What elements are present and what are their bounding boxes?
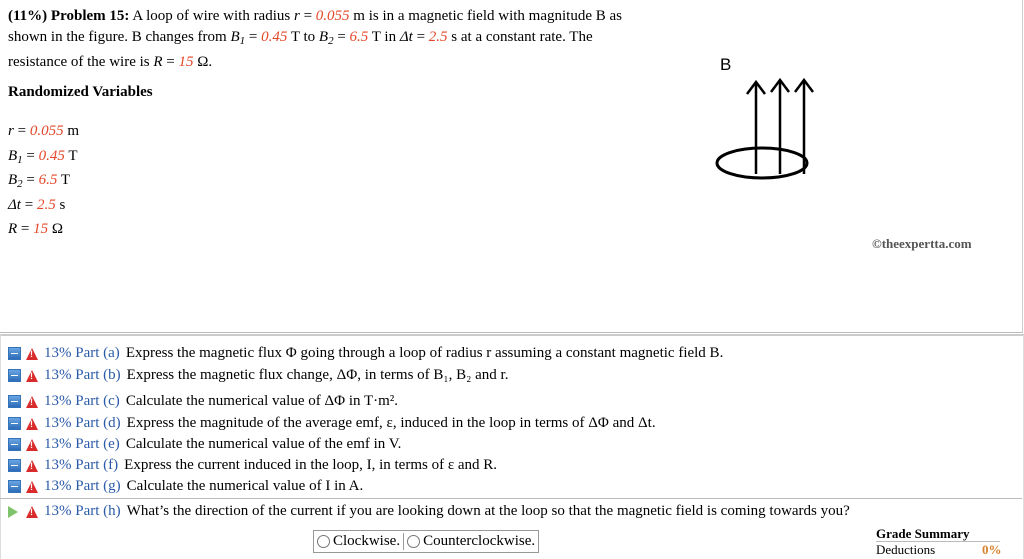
var-value: 2.5 bbox=[428, 29, 448, 45]
randomized-heading: Randomized Variables bbox=[8, 84, 153, 100]
problem-title: Problem 15: bbox=[50, 8, 130, 24]
part-label[interactable]: 13% Part (a) bbox=[44, 345, 120, 361]
loop-figure bbox=[708, 50, 928, 190]
part-label[interactable]: 13% Part (d) bbox=[44, 415, 121, 431]
var-subscript: 2 bbox=[328, 35, 334, 47]
var-value: 0.45 bbox=[38, 147, 65, 164]
var-unit: Ω bbox=[51, 221, 64, 237]
deductions-value: 0% bbox=[982, 542, 1002, 557]
var-row: R = 15 Ω bbox=[8, 221, 64, 237]
part-text: Express the magnitude of the average emf, ε, induced in the loop in terms of ΔΦ and Δt. bbox=[126, 415, 656, 431]
var-value: 6.5 bbox=[38, 172, 58, 188]
field-label: B bbox=[720, 55, 732, 74]
problem-statement: (11%) Problem 15: A loop of wire with radius r = 0.055 m is in a magnetic field with magnitude B as shown in the figure. B changes from $B_1 = 0.45$ T to $B_2 = 6.5$ T in Δt = 2.5 s at a constant rate. The resistance of the wire is R = 15 Ω. bbox=[8, 8, 622, 70]
var-unit: T bbox=[60, 172, 71, 188]
var-unit: T bbox=[68, 147, 78, 164]
var-symbol: Δt bbox=[399, 29, 413, 45]
part-label[interactable]: 13% Part (g) bbox=[44, 478, 121, 494]
var-value: 15 bbox=[178, 54, 194, 70]
var-value: 0.055 bbox=[29, 123, 64, 139]
warning-icon bbox=[26, 418, 38, 430]
problem-percent: (11%) bbox=[8, 8, 48, 24]
grade-summary: Grade Summary bbox=[876, 526, 970, 541]
var-row: Δt = 2.5 s bbox=[8, 196, 66, 213]
randomized-variables bbox=[8, 121, 79, 244]
deductions-label: Deductions bbox=[876, 542, 936, 557]
part-text: Express the magnetic flux Φ going through a loop of radius r assuming a constant magnetic field B. bbox=[125, 345, 724, 361]
part-text: What’s the direction of the current if you are looking down at the loop so that the magnetic field is coming towards you? bbox=[126, 503, 850, 519]
var-unit: m bbox=[67, 123, 79, 139]
problem-text: T in bbox=[371, 29, 397, 45]
part-label[interactable]: 13% Part (b) bbox=[44, 367, 121, 383]
var-symbol: B bbox=[8, 172, 18, 188]
collapse-icon[interactable] bbox=[8, 459, 21, 472]
var-value: 0.45 bbox=[261, 29, 288, 45]
var-row: $B_1 = 0.45$ T bbox=[8, 147, 78, 166]
warning-icon bbox=[26, 460, 38, 472]
part-text: Calculate the numerical value of I in A. bbox=[126, 478, 364, 494]
collapse-icon[interactable] bbox=[8, 438, 21, 451]
part-d[interactable] bbox=[8, 413, 656, 434]
problem-text: m is in a magnetic field with magnitude B as shown in the figure. B changes from bbox=[8, 8, 622, 45]
var-subscript: 2 bbox=[17, 178, 23, 190]
problem-text: Ω. bbox=[197, 54, 213, 70]
warning-icon bbox=[26, 396, 38, 408]
expand-icon[interactable] bbox=[8, 506, 18, 518]
problem-text: A loop of wire with radius bbox=[132, 8, 291, 24]
part-label[interactable]: 13% Part (h) bbox=[44, 503, 121, 519]
divider bbox=[0, 498, 1022, 499]
warning-icon bbox=[26, 439, 38, 451]
var-value: 15 bbox=[33, 221, 49, 237]
collapse-icon[interactable] bbox=[8, 347, 21, 360]
part-g[interactable] bbox=[8, 476, 363, 497]
warning-icon bbox=[26, 481, 38, 493]
var-symbol: R bbox=[8, 221, 18, 237]
part-c[interactable] bbox=[8, 391, 398, 412]
collapse-icon[interactable] bbox=[8, 417, 21, 430]
copyright: ©theexpertta.com bbox=[872, 236, 972, 251]
var-symbol: Δt bbox=[8, 196, 21, 213]
collapse-icon[interactable] bbox=[8, 369, 21, 382]
field-arrows bbox=[747, 80, 813, 174]
part-text: Express the current induced in the loop, I, in terms of ε and R. bbox=[124, 457, 498, 473]
var-subscript: 1 bbox=[239, 35, 246, 47]
choice-label[interactable]: Counterclockwise. bbox=[423, 533, 536, 549]
part-f[interactable] bbox=[8, 455, 497, 476]
var-row: $B_2 = 6.5$ T bbox=[8, 172, 71, 190]
var-symbol: r bbox=[293, 8, 300, 24]
answer-choices bbox=[313, 530, 539, 553]
problem-text: s at a constant rate. The resistance of the wire is bbox=[8, 29, 593, 70]
part-b[interactable] bbox=[8, 365, 508, 386]
var-value: 6.5 bbox=[349, 29, 369, 45]
var-value: 0.055 bbox=[315, 8, 350, 24]
part-label[interactable]: 13% Part (f) bbox=[44, 457, 119, 473]
part-text: Calculate the numerical value of the emf in V. bbox=[125, 436, 402, 452]
choice-clockwise[interactable] bbox=[314, 533, 403, 550]
radio-button[interactable] bbox=[317, 535, 330, 548]
var-symbol: r bbox=[8, 123, 14, 139]
part-label[interactable]: 13% Part (c) bbox=[44, 393, 120, 409]
warning-icon bbox=[26, 370, 38, 382]
part-text: Express the magnetic flux change, ΔΦ, in terms of B₁, B₂ and r. bbox=[126, 367, 509, 383]
var-symbol: R bbox=[153, 54, 163, 70]
var-subscript: 1 bbox=[17, 153, 23, 166]
var-symbol: B bbox=[318, 29, 329, 45]
warning-icon bbox=[26, 348, 38, 360]
part-text: Calculate the numerical value of ΔΦ in T·m². bbox=[125, 393, 399, 409]
var-unit: s bbox=[59, 196, 66, 213]
var-row: r = 0.055 m bbox=[8, 123, 79, 139]
part-label[interactable]: 13% Part (e) bbox=[44, 436, 120, 452]
var-symbol: B bbox=[8, 147, 18, 164]
choice-label[interactable]: Clockwise. bbox=[333, 533, 401, 549]
part-e[interactable] bbox=[8, 434, 401, 455]
wire-loop bbox=[717, 148, 807, 178]
var-value: 2.5 bbox=[36, 196, 56, 213]
choice-counterclockwise[interactable] bbox=[403, 533, 538, 550]
collapse-icon[interactable] bbox=[8, 395, 21, 408]
part-a[interactable] bbox=[8, 343, 723, 364]
part-h[interactable] bbox=[8, 501, 850, 522]
problem-text: T to bbox=[290, 29, 316, 45]
var-symbol: B bbox=[230, 29, 240, 45]
collapse-icon[interactable] bbox=[8, 480, 21, 493]
radio-button[interactable] bbox=[407, 535, 420, 548]
warning-icon bbox=[26, 506, 38, 518]
